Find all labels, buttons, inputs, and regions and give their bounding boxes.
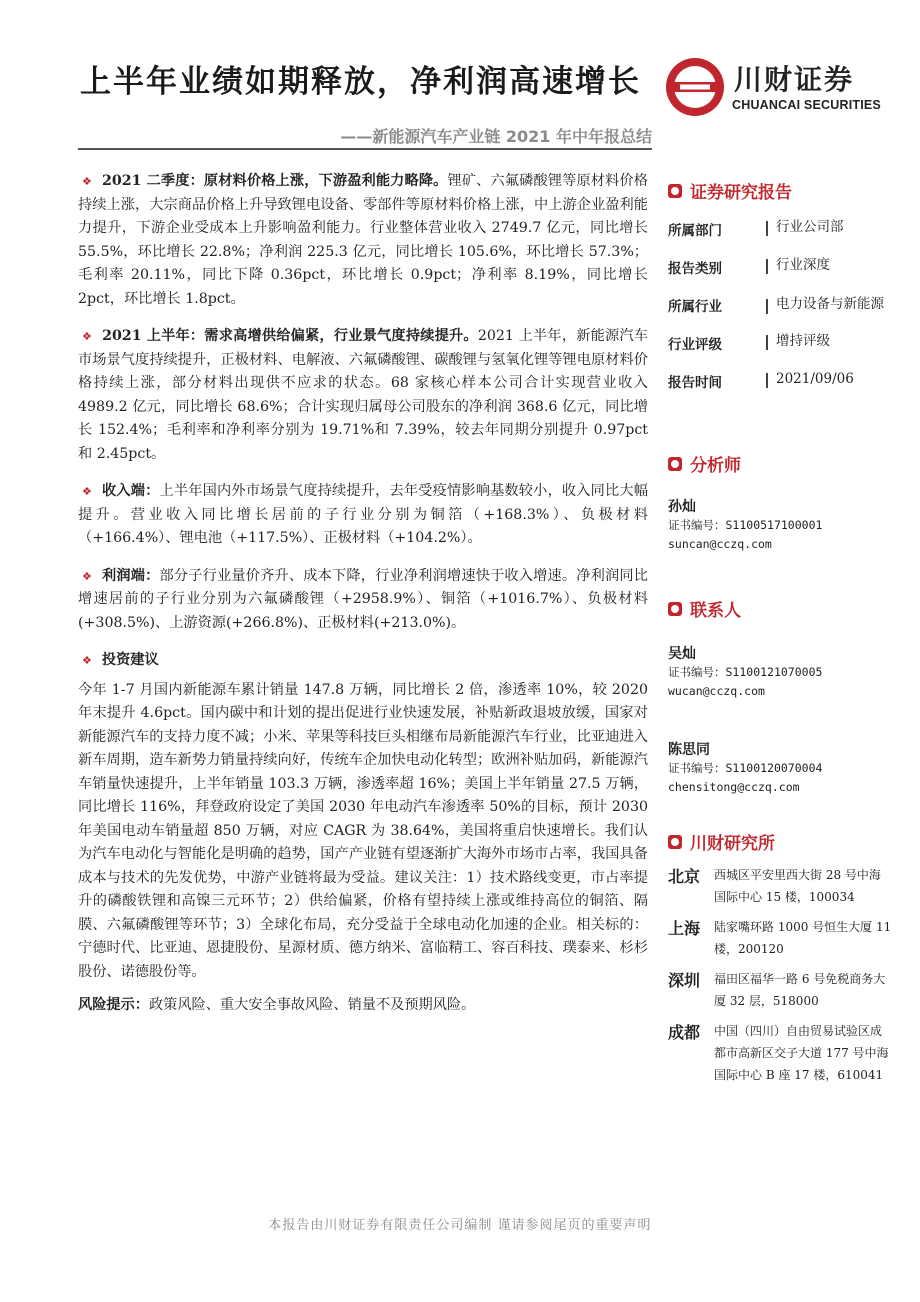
- analyst-heading: [668, 451, 898, 476]
- section-icon: [668, 835, 682, 849]
- section-icon: [668, 602, 682, 616]
- office-address: 福田区福华一路 6 号免税商务大厦 32 层，518000: [714, 972, 886, 1008]
- logo-name: 川财证券: [734, 63, 855, 96]
- office-city: 成都: [668, 1023, 701, 1042]
- info-value: 电力设备与新能源: [776, 296, 884, 312]
- info-row: [668, 257, 898, 277]
- info-divider: [766, 259, 768, 274]
- bullet-diamond-icon: ❖: [82, 485, 93, 498]
- paragraph-lead: 收入端：: [102, 483, 160, 499]
- contact-heading: [668, 596, 898, 621]
- paragraph-text: 2021 上半年，新能源汽车市场景气度持续提升，正极材料、电解液、六氟磷酸锂、碳酸锂与氢氧化锂等锂电原材料价格持续上涨，部分材料出现供不应求的状态。68 家核心样本公司合计实现营业收入 4989.2 亿元，同比增长 68.6%；合计实现归属母公司股东的净利润 368.6 亿元，同比增长 152.4%；毛利率和净利率分别为 19.71%和 7.39%，较去年同期分别提升 0.97pct 和 2.45pct。: [78, 328, 648, 462]
- person-cert: 证书编号：S1100120070004: [668, 761, 823, 775]
- summary-paragraph: [78, 480, 648, 551]
- info-row: [668, 371, 898, 391]
- section-title: 联系人: [690, 601, 741, 621]
- office-address: 陆家嘴环路 1000 号恒生大厦 11 楼，200120: [714, 920, 892, 956]
- info-label: 所属行业: [668, 299, 722, 315]
- analyst-card: [668, 496, 898, 554]
- institute-heading: [668, 829, 898, 854]
- office-row: [668, 916, 898, 960]
- person-name: 孙灿: [668, 499, 696, 515]
- risk-text: 政策风险、重大安全事故风险、销量不及预期风险。: [148, 997, 476, 1013]
- office-row: [668, 1020, 898, 1086]
- info-row: [668, 295, 898, 315]
- logo-name-en: CHUANCAI SECURITIES: [732, 98, 881, 112]
- info-value: 2021/09/06: [776, 371, 854, 387]
- paragraph-text: 锂矿、六氟磷酸锂等原材料价格持续上涨，大宗商品价格上升导致锂电设备、零部件等原材料价格上涨，中上游企业盈利能力提升，下游企业受成本上升影响盈利能力。行业整体营业收入 2749.7 亿元，同比增长 55.5%，环比增长 22.8%；净利润 225.3 亿元，同比增长 105.6%，环比增长 57.3%；毛利率 20.11%，同比下降 0.36pct，环比增长 0.9pct；净利率 8.19%，同比增长 2pct，环比增长 1.8pct。: [78, 173, 648, 307]
- sidebar: [668, 178, 898, 1086]
- office-city: 上海: [668, 919, 701, 938]
- summary-paragraph: [78, 325, 648, 466]
- report-subtitle: ——新能源汽车产业链 2021 年中年报总结: [340, 127, 652, 146]
- risk-warning: [78, 994, 648, 1018]
- info-divider: [766, 373, 768, 388]
- investment-heading: [78, 649, 648, 673]
- person-cert: 证书编号：S1100517100001: [668, 518, 823, 532]
- logo-emblem-icon: [664, 56, 726, 118]
- paragraph-text: 上半年国内外市场景气度持续提升，去年受疫情影响基数较小，收入同比大幅提升。营业收入同比增长居前的子行业分别为铜箔（+168.3%）、负极材料（+166.4%）、锂电池（+117.5%）、正极材料（+104.2%）。: [78, 483, 648, 546]
- page-footer: 本报告由川财证券有限责任公司编制 谨请参阅尾页的重要声明: [268, 1218, 652, 1233]
- paragraph-text: 部分子行业量价齐升、成本下降，行业净利润增速快于收入增速。净利润同比增速居前的子行业分别为六氟磷酸锂（+2958.9%）、铜箔（+1016.7%）、负极材料(+308.5%)、上游资源(+266.8%)、正极材料(+213.0%)。: [78, 567, 648, 631]
- paragraph-lead: 利润端：: [102, 567, 160, 584]
- bullet-diamond-icon: ❖: [82, 175, 93, 188]
- person-cert: 证书编号：S1100121070005: [668, 665, 823, 679]
- summary-paragraph: [78, 170, 648, 311]
- info-row: [668, 219, 898, 239]
- section-title: 分析师: [690, 456, 741, 476]
- person-email[interactable]: wucan@cczq.com: [668, 684, 765, 698]
- report-body: [78, 170, 648, 1018]
- info-label: 报告时间: [668, 375, 722, 391]
- person-name: 吴灿: [668, 646, 696, 662]
- person-name: 陈思同: [668, 742, 710, 758]
- section-title: 川财研究所: [690, 834, 775, 854]
- office-city: 深圳: [668, 971, 701, 990]
- investment-text: 今年 1-7 月国内新能源车累计销量 147.8 万辆，同比增长 2 倍，渗透率 10%，较 2020 年末提升 4.6pct。国内碳中和计划的提出促进行业快速发展，补贴新政退坡放缓，国家对新能源汽车的支持力度不减；小米、苹果等科技巨头相继布局新能源汽车行业，比亚迪进入新车周期，造车新势力销量持续向好，传统车企加快电动化转型；欧洲补贴加码，新能源汽车销量快速提升，上半年销量 103.3 万辆，渗透率超 16%；美国上半年销量 27.5 万辆，同比增长 116%，拜登政府设定了美国 2030 年电动汽车渗透率 50%的目标，预计 2030 年美国电动车销量超 850 万辆，对应 CAGR 为 38.64%，美国将重启快速增长。我们认为汽车电动化与智能化是明确的趋势，国产产业链有望逐渐扩大海外市场市占率，我国具备成本与技术的先发优势，中游产业链将最为受益。建议关注：1）技术路线变更，市占率提升的磷酸铁锂和高镍三元环节；2）供给偏紧，价格有望持续上涨或维持高位的铜箔、隔膜、六氟磷酸锂等环节；3）全球化布局，充分受益于全球电动化加速的企业。相关标的：宁德时代、比亚迪、恩捷股份、星源材质、德方纳米、富临精工、容百科技、璞泰来、杉杉股份、诺德股份等。: [78, 681, 648, 980]
- info-divider: [766, 335, 768, 350]
- section-icon: [668, 184, 682, 198]
- info-divider: [766, 299, 768, 314]
- office-address: 中国（四川）自由贸易试验区成都市高新区交子大道 177 号中海国际中心 B 座 17 楼，610041: [714, 1024, 889, 1082]
- info-value: 增持评级: [776, 333, 830, 349]
- bullet-diamond-icon: ❖: [82, 569, 93, 583]
- contact-card: [668, 739, 898, 797]
- info-label: 行业评级: [668, 337, 722, 353]
- office-address: 西城区平安里西大街 28 号中海国际中心 15 楼，100034: [714, 868, 881, 904]
- office-city: 北京: [668, 867, 701, 886]
- summary-paragraph: [78, 565, 648, 636]
- info-value: 行业公司部: [776, 219, 844, 235]
- info-value: 行业深度: [776, 257, 830, 273]
- paragraph-lead: 投资建议: [101, 652, 159, 668]
- paragraph-lead: 2021 上半年：需求高增供给偏紧，行业景气度持续提升。: [102, 328, 478, 344]
- section-title: 证券研究报告: [690, 183, 792, 203]
- risk-label: 风险提示：: [78, 997, 149, 1013]
- office-row: [668, 864, 898, 908]
- person-email[interactable]: suncan@cczq.com: [668, 537, 772, 551]
- bullet-diamond-icon: ❖: [82, 330, 93, 343]
- info-row: [668, 333, 898, 353]
- contact-card: [668, 643, 898, 701]
- section-icon: [668, 457, 682, 471]
- person-email[interactable]: chensitong@cczq.com: [668, 780, 800, 794]
- header-divider: [78, 148, 652, 150]
- paragraph-lead: 2021 二季度：原材料价格上涨，下游盈利能力略降。: [102, 173, 448, 189]
- report-info-heading: [668, 178, 898, 203]
- report-title: 上半年业绩如期释放，净利润高速增长: [80, 64, 641, 100]
- office-row: [668, 968, 898, 1012]
- info-divider: [766, 221, 768, 236]
- info-label: 所属部门: [668, 223, 722, 239]
- info-label: 报告类别: [668, 261, 722, 277]
- company-logo: [664, 52, 894, 122]
- bullet-diamond-icon: ❖: [82, 654, 92, 667]
